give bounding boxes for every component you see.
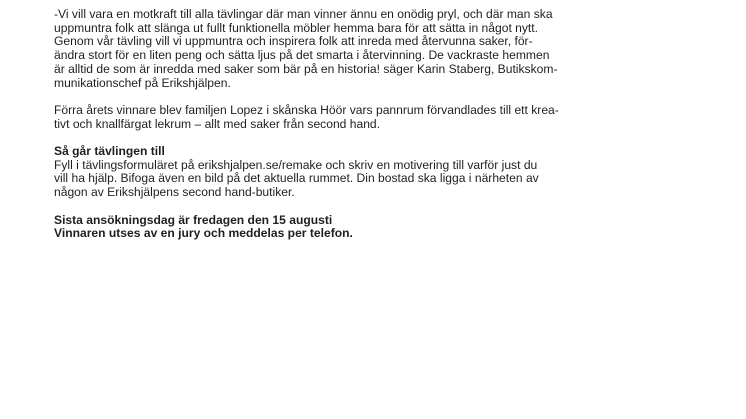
how-to-line: Fyll i tävlingsformuläret på erikshjalpen.se/remake och skriv en motivering till varför just du — [54, 157, 538, 172]
how-to-line: någon av Erikshjälpens second hand-butiker. — [54, 185, 295, 200]
article-body — [54, 8, 614, 255]
quote-line: Genom vår tävling vill vi uppmuntra och inspirera folk att inreda med återvunna saker, för- — [54, 34, 533, 49]
how-to-heading: Så går tävlingen till — [54, 144, 165, 158]
how-to-line: vill ha hjälp. Bifoga även en bild på det aktuella rummet. Din bostad ska ligga i närheten av — [54, 171, 539, 186]
quote-line: är alltid de som är inredda med saker som bär på en historia! säger Karin Staberg, Butikskom- — [54, 61, 558, 76]
deadline-line: Sista ansökningsdag är fredagen den 15 augusti — [54, 212, 333, 227]
winner-line: Förra årets vinnare blev familjen Lopez i skånska Höör vars pannrum förvandlades till ett krea- — [54, 102, 559, 117]
quote-line: ändra stort för en liten peng och sätta ljus på det smarta i återvinning. De vackraste hemmen — [54, 48, 550, 63]
winner-line: tivt och knallfärgat lekrum – allt med saker från second hand. — [54, 116, 381, 131]
deadline-section — [54, 214, 614, 241]
quote-line: munikationschef på Erikshjälpen. — [54, 75, 231, 90]
how-to-section — [54, 145, 614, 200]
quote-line: uppmuntra folk att slänga ut fullt funktionella möbler hemma bara för att sätta in något nytt. — [54, 20, 539, 35]
quote-line: -Vi vill vara en motkraft till alla tävlingar där man vinner ännu en onödig pryl, och där man ska — [54, 7, 553, 21]
quote-paragraph — [54, 8, 614, 90]
winner-paragraph — [54, 104, 614, 131]
jury-line: Vinnaren utses av en jury och meddelas per telefon. — [54, 226, 353, 241]
